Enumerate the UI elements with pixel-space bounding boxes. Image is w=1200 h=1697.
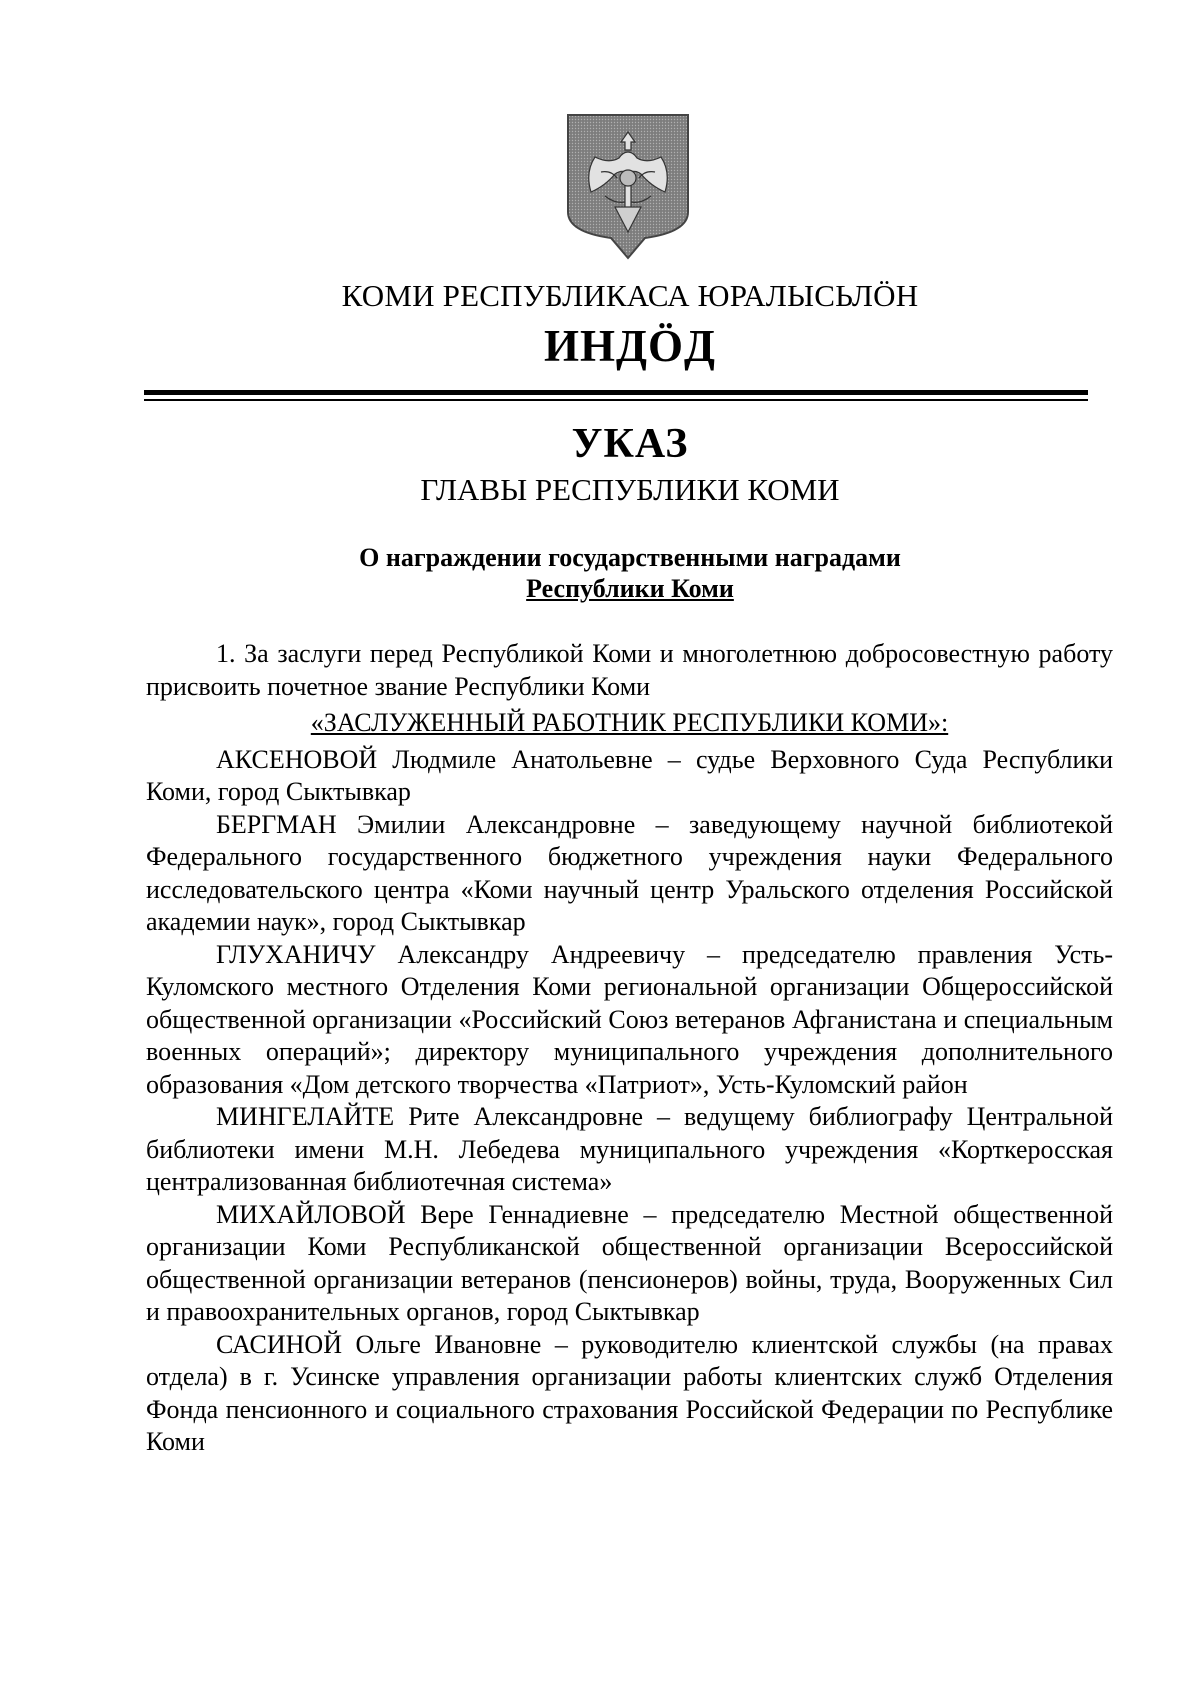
subject-line-1: О награждении государственными наградами — [359, 543, 901, 572]
header-indod: ИНДÖД — [544, 321, 716, 371]
header-komi-line: КОМИ РЕСПУБЛИКАСА ЮРАЛЫСЬЛÖН — [341, 278, 919, 313]
issuer-title: ГЛАВЫ РЕСПУБЛИКИ КОМИ — [420, 472, 840, 507]
document-type-title: УКАЗ — [571, 421, 689, 467]
header-divider-thin — [144, 399, 1088, 401]
award-entry: САСИНОЙ Ольге Ивановне – руководителю клиентской службы (на правах отдела) в г. Усинске управления организации работы клиентских служб Отделения Фонда пенсионного и социального страхования Российской Федерации по Республике Коми — [146, 1329, 1113, 1456]
header-divider-thick — [144, 390, 1088, 395]
award-entry: МИХАЙЛОВОЙ Вере Геннадиевне – председателю Местной общественной организации Коми Республиканской общественной организации Всероссийской общественной организации ветеранов (пенсионеров) войны, труда, Вооруженных Сил и правоохранительных органов, город Сыктывкар — [146, 1199, 1113, 1326]
honorary-title-name: «ЗАСЛУЖЕННЫЙ РАБОТНИК РЕСПУБЛИКИ КОМИ»: — [310, 708, 949, 737]
komi-coat-of-arms-icon — [565, 112, 691, 262]
award-entry: ГЛУХАНИЧУ Александру Андреевичу – председателю правления Усть-Куломского местного Отделения Коми региональной организации Общероссийской общественной организации «Российский Союз ветеранов Афганистана и специальным военных операций»; директору муниципального учреждения дополнительного образования «Дом детского творчества «Патриот», Усть-Куломский район — [146, 939, 1113, 1099]
subject-line-2: Республики Коми — [526, 574, 734, 603]
award-entry: БЕРГМАН Эмилии Александровне – заведующему научной библиотекой Федерального государственного бюджетного учреждения науки Федерального исследовательского центра «Коми научный центр Уральского отделения Российской академии наук», город Сыктывкар — [146, 809, 1113, 936]
intro-paragraph: 1. За заслуги перед Республикой Коми и многолетнюю добросовестную работу присвоить почетное звание Республики Коми — [146, 639, 1113, 701]
award-entry: АКСЕНОВОЙ Людмиле Анатольевне – судье Верховного Суда Республики Коми, город Сыктывкар — [146, 744, 1113, 806]
award-entry: МИНГЕЛАЙТЕ Рите Александровне – ведущему библиографу Центральной библиотеки имени М.Н. Лебедева муниципального учреждения «Корткеросская централизованная библиотечная система» — [146, 1102, 1113, 1196]
decree-body — [146, 638, 1113, 1459]
